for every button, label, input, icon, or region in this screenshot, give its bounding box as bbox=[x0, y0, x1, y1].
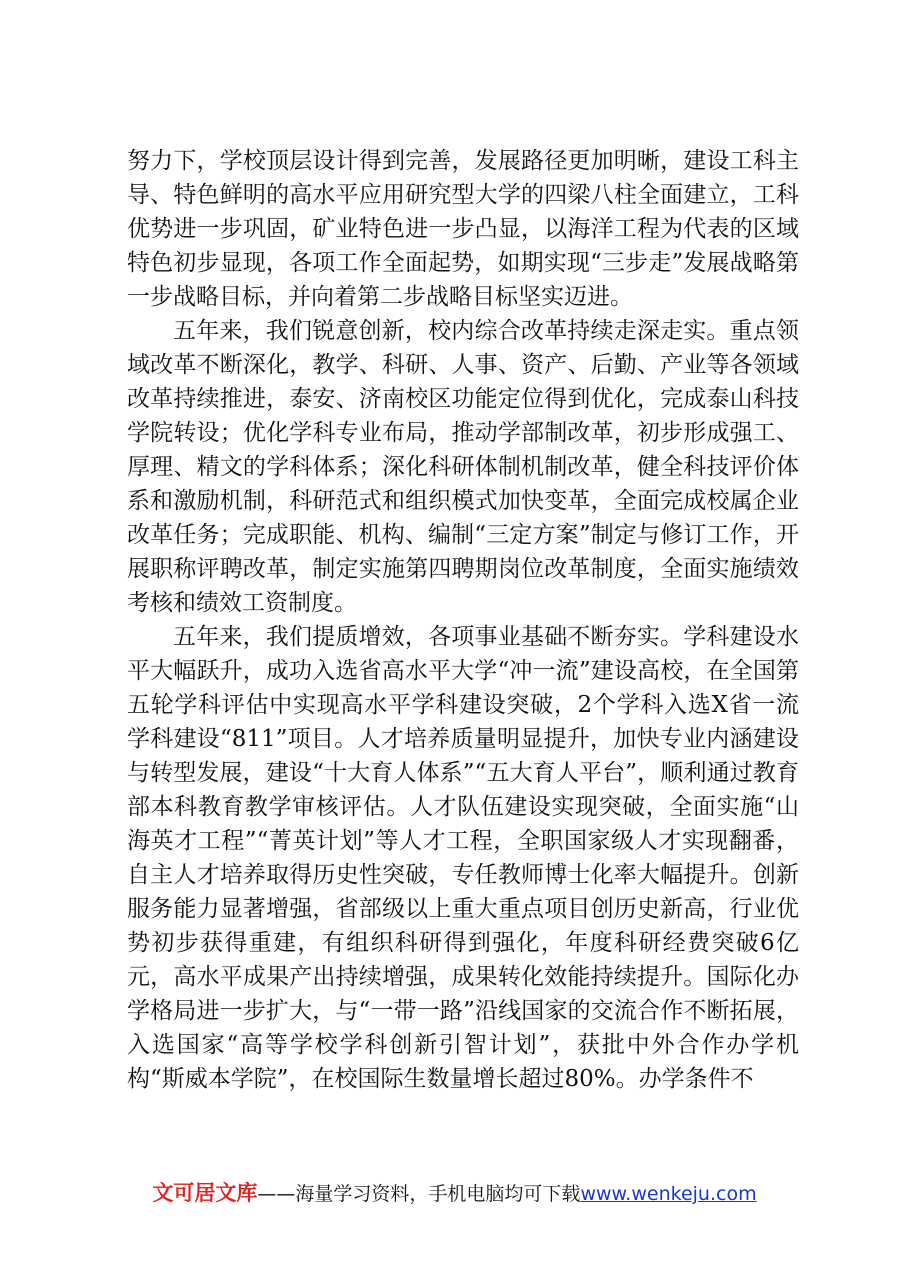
paragraph-reform: 五年来，我们锐意创新，校内综合改革持续走深走实。重点领域改革不断深化，教学、科研、人事、资产、后勤、产业等各领域改革持续推进，泰安、济南校区功能定位得到优化，完成泰山科技学院转设；优化学科专业布局，推动学部制改革，初步形成强工、厚理、精文的学科体系；深化科研体制机制改革，健全科技评价体系和激励机制，科研范式和组织模式加快变革，全面完成校属企业改革任务；完成职能、机构、编制“三定方案”制定与修订工作，开展职称评聘改革，制定实施第四聘期岗位改革制度，全面实施绩效考核和绩效工资制度。 bbox=[127, 318, 799, 616]
paragraph-quality: 五年来，我们提质增效，各项事业基础不断夯实。学科建设水平大幅跃升，成功入选省高水平大学“冲一流”建设高校，在全国第五轮学科评估中实现高水平学科建设突破，2个学科入选X省一流学科建设“811”项目。人才培养质量明显提升，加快专业内涵建设与转型发展，建设“十大育人体系”“五大育人平台”，顺利通过教育部本科教育教学审核评估。人才队伍建设实现突破，全面实施“山海英才工程”“菁英计划”等人才工程，全职国家级人才实现翻番，自主人才培养取得历史性突破，专任教师博士化率大幅提升。创新服务能力显著增强，省部级以上重大重点项目创历史新高，行业优势初步获得重建，有组织科研得到强化，年度科研经费突破6亿元，高水平成果产出持续增强，成果转化效能持续提升。国际化办学格局进一步扩大，与“一带一路”沿线国家的交流合作不断拓展，入选国家“高等学校学科创新引智计划”，获批中外合作办学机构“斯威本学院”，在校国际生数量增长超过80%。办学条件不 bbox=[127, 624, 799, 1092]
footer-brand: 文可居文库 bbox=[152, 1181, 258, 1205]
paragraph-continued: 努力下，学校顶层设计得到完善，发展路径更加明晰，建设工科主导、特色鲜明的高水平应用研究型大学的四梁八柱全面建立，工科优势进一步巩固，矿业特色进一步凸显，以海洋工程为代表的区域特色初步显现，各项工作全面起势，如期实现“三步走”发展战略第一步战略目标，并向着第二步战略目标坚实迈进。 bbox=[127, 148, 799, 310]
footer-website-link[interactable]: www.wenkeju.com bbox=[580, 1183, 757, 1205]
footer-slogan: ——海量学习资料，手机电脑均可下载 bbox=[257, 1183, 581, 1205]
page-footer bbox=[0, 1179, 909, 1208]
document-body bbox=[127, 144, 799, 1096]
